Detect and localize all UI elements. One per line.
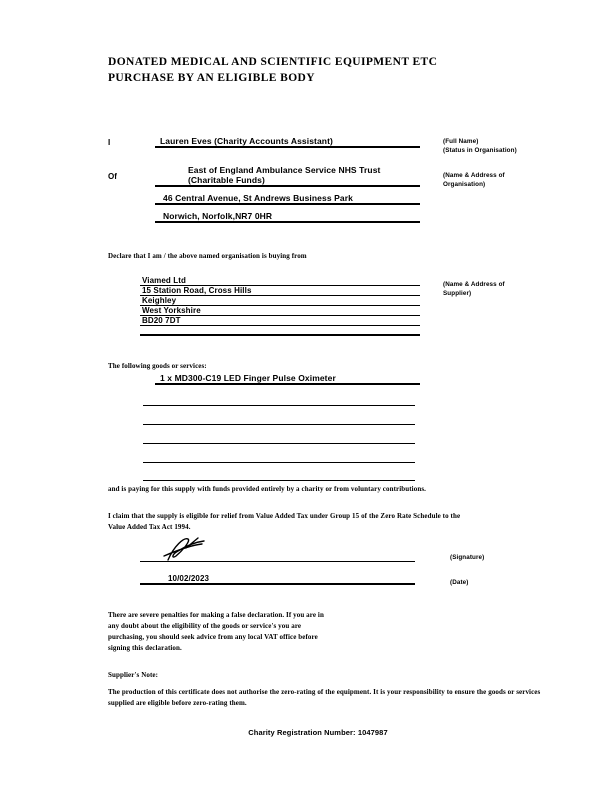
organisation-label: (Name & Address of Organisation): [443, 172, 505, 189]
suppliers-note-body: The production of this certificate does not authorise the zero-rating of the equipment. It is your responsibility to ensure the goods or services supplied are eligible before zero-rating them.: [108, 688, 541, 707]
goods-item-value: 1 x MD300-C19 LED Finger Pulse Oximeter: [160, 373, 336, 383]
organisation-address1-value: 46 Central Avenue, St Andrews Business Park: [163, 193, 353, 203]
goods-item-field: [155, 368, 420, 385]
signature-label: (Signature): [450, 554, 485, 561]
supplier-address3-value: West Yorkshire: [142, 306, 201, 315]
supplier-postcode-value: BD20 7DT: [142, 316, 181, 325]
organisation-address2-value: Norwich, Norfolk,NR7 0HR: [163, 211, 273, 221]
goods-empty-line-5: [143, 463, 415, 481]
date-field: [140, 567, 415, 585]
funding-statement: and is paying for this supply with funds provided entirely by a charity or from voluntary contributions.: [108, 485, 426, 493]
supplier-empty-field: [140, 326, 420, 336]
claim-statement: I claim that the supply is eligible for relief from Value Added Tax under Group 15 of the Zero Rate Schedule to the Value Added Tax Act 1994.: [108, 512, 461, 531]
organisation-name-field: [155, 165, 420, 187]
supplier-label: (Name & Address of Supplier): [443, 281, 505, 298]
date-label: (Date): [450, 579, 469, 586]
suppliers-note-heading: Supplier's Note:: [108, 671, 159, 679]
supplier-postcode-field: [140, 316, 420, 326]
goods-empty-line-4: [143, 445, 415, 463]
organisation-prefix: Of: [108, 172, 117, 181]
goods-empty-line-1: [143, 388, 415, 406]
supplier-address1-value: 15 Station Road, Cross Hills: [142, 286, 252, 295]
full-name-label: (Full Name): [443, 138, 479, 145]
false-declaration-warning: There are severe penalties for making a false declaration. If you are in any doubt about the eligibility of the goods or service's you are purchasing, you should seek advice from any local VAT office before signing this declaration.: [108, 611, 324, 652]
declarant-name-value: Lauren Eves (Charity Accounts Assistant): [160, 136, 333, 146]
status-in-organisation-label: (Status in Organisation): [443, 147, 517, 154]
supplier-name-field: [140, 276, 420, 286]
organisation-address1-field: [155, 188, 420, 205]
supplier-name-value: Viamed Ltd: [142, 276, 186, 285]
charity-registration-number: Charity Registration Number: 1047987: [248, 728, 388, 737]
supplier-address3-field: [140, 306, 420, 316]
document-title: [108, 55, 468, 86]
organisation-name-value: East of England Ambulance Service NHS Trust (Charitable Funds): [188, 165, 381, 185]
goods-empty-line-3: [143, 426, 415, 444]
declaration-intro: Declare that I am / the above named organisation is buying from: [108, 252, 307, 260]
goods-empty-line-2: [143, 407, 415, 425]
supplier-address1-field: [140, 286, 420, 296]
date-value: 10/02/2023: [168, 574, 210, 583]
organisation-address2-field: [155, 206, 420, 223]
supplier-address2-field: [140, 296, 420, 306]
document-title-line2: PURCHASE BY AN ELIGIBLE BODY: [108, 71, 315, 84]
supplier-address2-value: Keighley: [142, 296, 177, 305]
declarant-name-field: [155, 131, 420, 148]
declarant-prefix: I: [108, 138, 111, 147]
goods-heading: The following goods or services:: [108, 362, 207, 370]
document-title-line1: DONATED MEDICAL AND SCIENTIFIC EQUIPMENT ETC: [108, 56, 438, 68]
signature-field: [140, 540, 415, 562]
